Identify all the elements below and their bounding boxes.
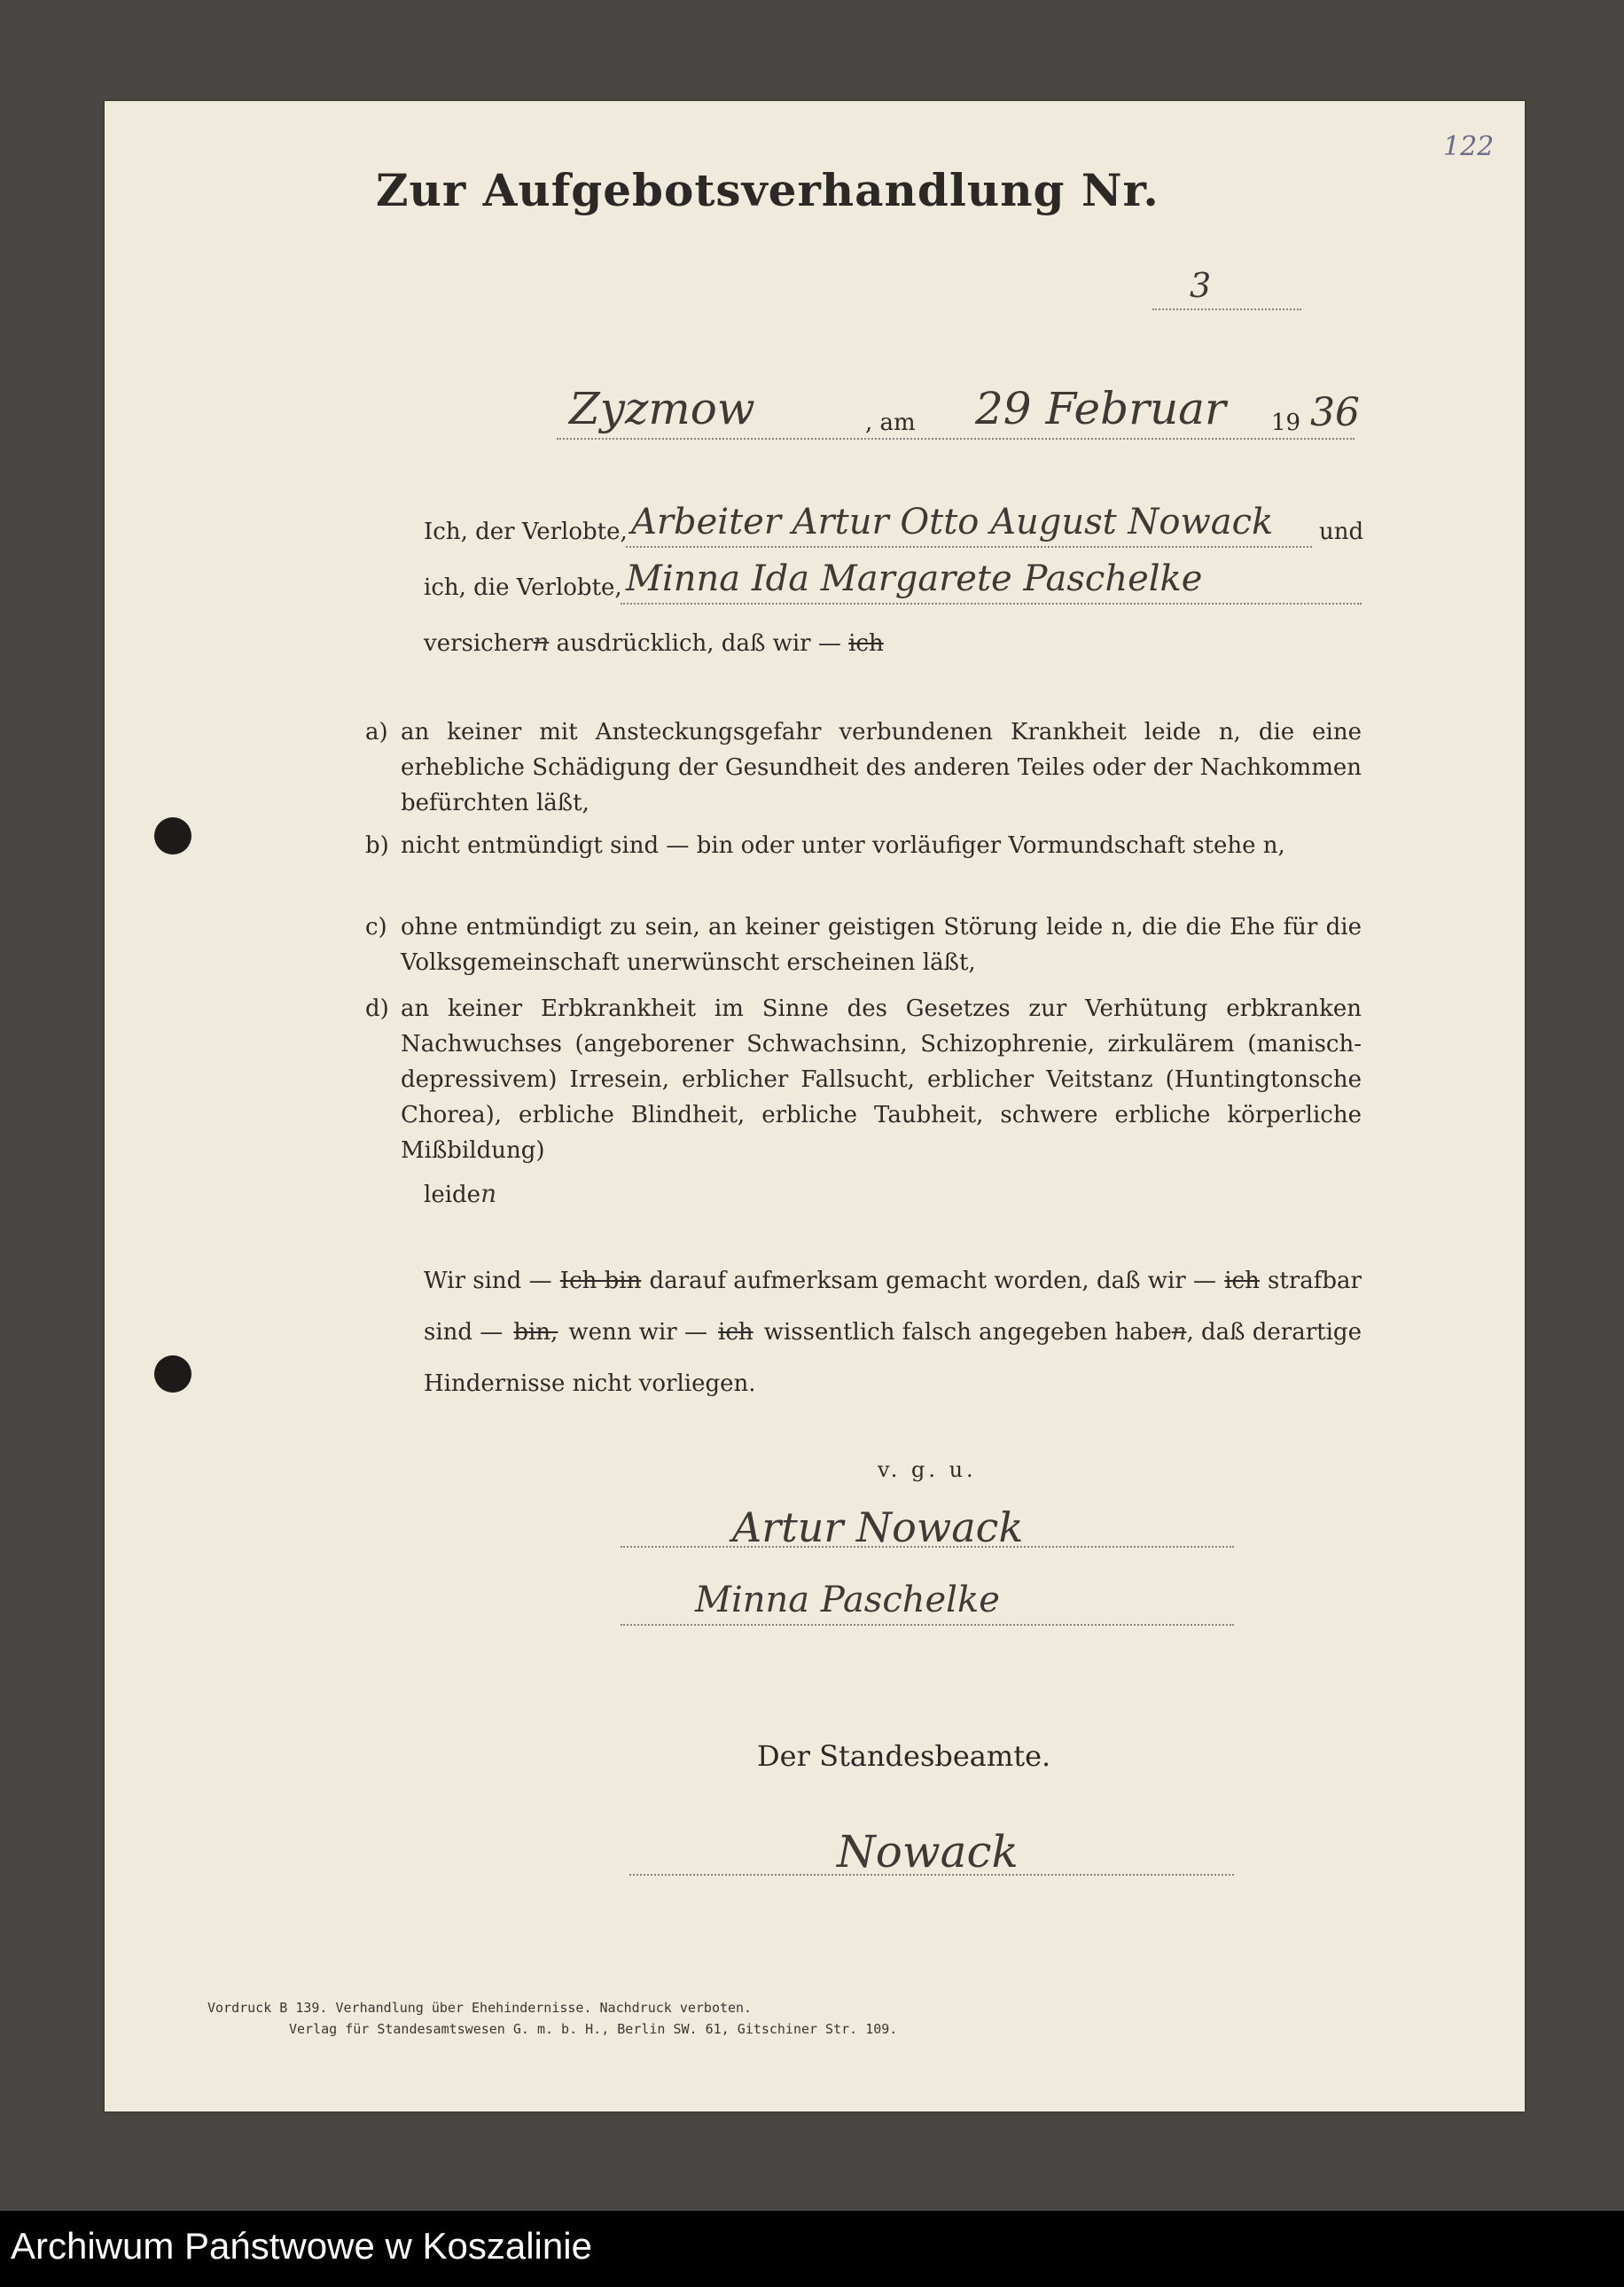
list-item: b) nicht entmündigt sind — bin oder unter vorläufiger Vormundschaft stehe n,	[365, 832, 1285, 859]
bride-name: Minna Ida Margarete Paschelke	[626, 558, 1203, 599]
versicher-rest: ausdrücklich, daß wir —	[556, 630, 841, 657]
archive-banner	[0, 2211, 1624, 2287]
signature-groom: Artur Nowack	[732, 1503, 1024, 1551]
am-label: , am	[865, 410, 916, 436]
year-prefix: 19	[1271, 410, 1301, 436]
ich-struck: ich	[848, 630, 884, 657]
date-handwritten: 29 Februar	[975, 383, 1226, 434]
list-item: c) ohne entmündigt zu sein, an keiner geistigen Störung leide n, die die Ehe für die Volksgemeinschaft unerwünscht erscheinen läßt,	[365, 914, 1362, 976]
footer-line-1: Vordruck B 139. Verhandlung über Ehehindernisse. Nachdruck verboten.	[207, 2000, 753, 2016]
statement-line-2: sind — bin, wenn wir — ich wissentlich falsch angegeben haben, daß derartige	[424, 1319, 1362, 1346]
punch-hole	[154, 817, 191, 855]
place-handwritten: Zyzmow	[569, 383, 755, 434]
archive-banner-text: Archiwum Państwowe w Koszalinie	[11, 2225, 592, 2267]
footer-line-2: Verlag für Standesamtswesen G. m. b. H., Berlin SW. 61, Gitschiner Str. 109.	[289, 2021, 898, 2037]
leide-label: leide	[424, 1182, 481, 1208]
statement-line-3: Hindernisse nicht vorliegen.	[424, 1370, 756, 1397]
official-label: Der Standesbeamte.	[757, 1739, 1051, 1773]
vgu-label: v. g. u.	[878, 1457, 977, 1482]
signature-bride: Minna Paschelke	[695, 1580, 1000, 1620]
bride-label: ich, die Verlobte,	[424, 574, 622, 601]
list-item: a) an keiner mit Ansteckungsgefahr verbundenen Krankheit leide n, die eine erhebliche Schädigung der Gesundheit des anderen Teiles oder der Nachkommen befürchten läßt,	[365, 719, 1362, 816]
page-number: 122	[1443, 131, 1495, 162]
statement-line-1: Wir sind — Ich bin darauf aufmerksam gemacht worden, daß wir — ich strafbar	[424, 1268, 1362, 1294]
groom-name: Arbeiter Artur Otto August Nowack	[631, 502, 1274, 542]
list-item: d) an keiner Erbkrankheit im Sinne des Gesetzes zur Verhütung erbkranken Nachwuchses (angeborener Schwachsinn, Schizophrenie, zirkulärem (manisch-depressivem) Irresein, erblicher Fallsucht, erblicher Veitstanz (Huntingtonsche Chorea), erbliche Blindheit, erbliche Taubheit, schwere erbliche körperliche Mißbildung)	[365, 995, 1362, 1164]
form-title: Zur Aufgebotsverhandlung Nr.	[376, 164, 1159, 216]
versicher-label: versicher	[424, 630, 534, 657]
year-suffix: 36	[1310, 390, 1360, 435]
punch-hole	[154, 1355, 191, 1393]
leide-suffix: n	[480, 1179, 497, 1208]
und-label: und	[1319, 519, 1364, 545]
form-number: 3	[1190, 266, 1212, 305]
official-signature: Nowack	[837, 1826, 1019, 1877]
versicher-suffix: n	[533, 628, 550, 657]
groom-label: Ich, der Verlobte,	[424, 519, 628, 545]
